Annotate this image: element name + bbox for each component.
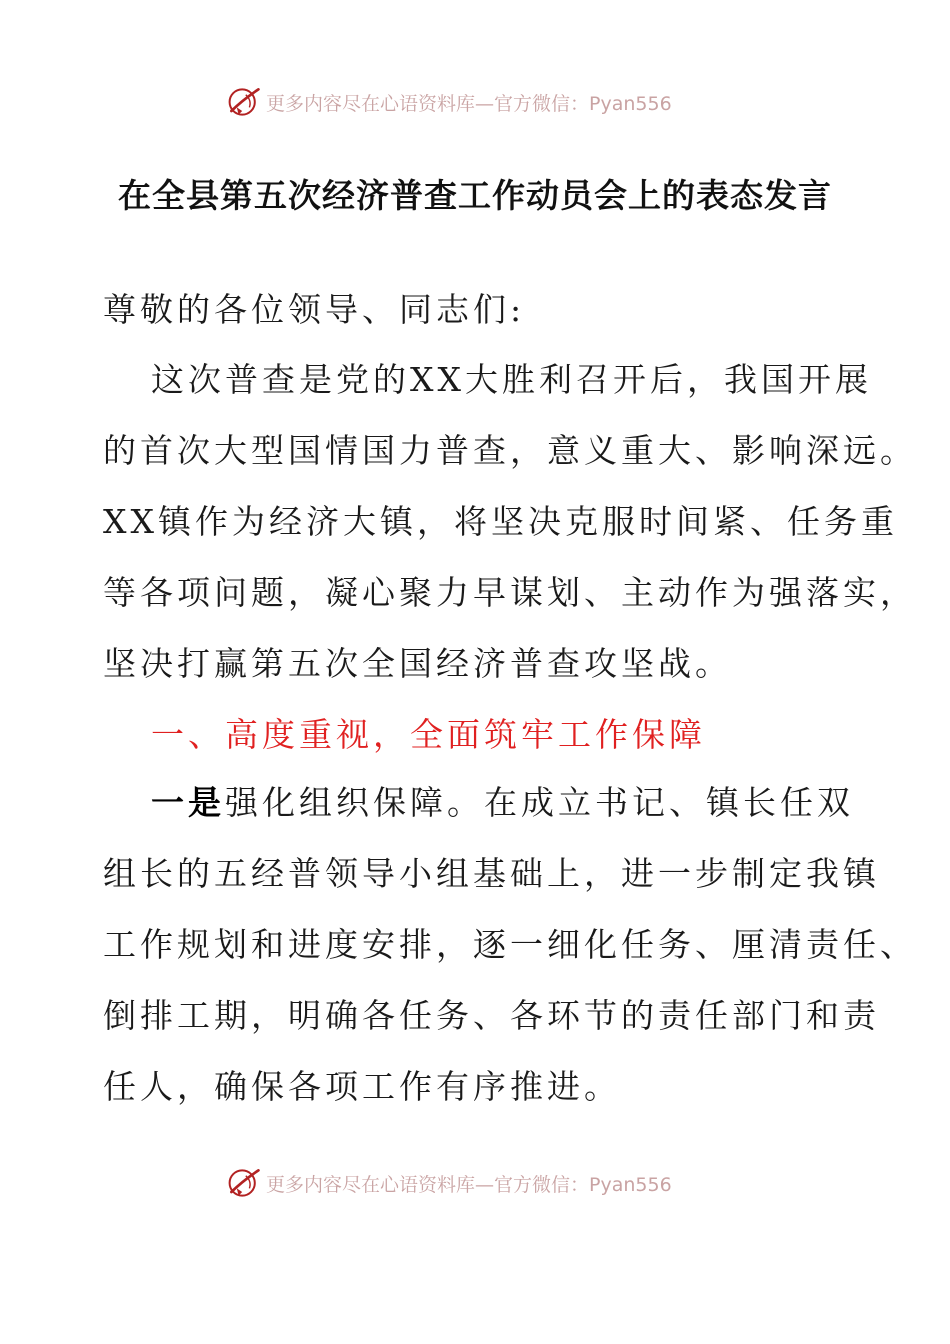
paragraph-line: 任人，确保各项工作有序推进。 (103, 1067, 621, 1106)
paragraph-line: XX镇作为经济大镇，将坚决克服时间紧、任务重 (103, 502, 898, 541)
paragraph-line: 倒排工期，明确各任务、各环节的责任部门和责 (103, 996, 880, 1035)
paragraph-line: 坚决打赢第五次全国经济普查攻坚战。 (103, 644, 732, 683)
watermark-text: 更多内容尽在心语资料库—官方微信：Pyan556 (266, 1173, 672, 1196)
watermark-banner-bottom (226, 1163, 672, 1203)
paragraph-line (151, 783, 911, 823)
paragraph-line: 组长的五经普领导小组基础上，进一步制定我镇 (103, 854, 880, 893)
section-heading: 一、高度重视，全面筑牢工作保障 (151, 715, 706, 754)
point-text: 强化组织保障。在成立书记、镇长任双 (225, 783, 854, 822)
pen-logo-icon (226, 84, 262, 120)
watermark-text: 更多内容尽在心语资料库—官方微信：Pyan556 (266, 92, 672, 115)
paragraph-line: 的首次大型国情国力普查，意义重大、影响深远。 (103, 431, 917, 470)
paragraph-line: 等各项问题，凝心聚力早谋划、主动作为强落实， (103, 573, 917, 612)
paragraph-line: 工作规划和进度安排，逐一细化任务、厘清责任、 (103, 925, 917, 964)
point-lead: 一是 (151, 783, 225, 822)
document-title: 在全县第五次经济普查工作动员会上的表态发言 (118, 176, 832, 215)
paragraph-line: 这次普查是党的XX大胜利召开后，我国开展 (151, 360, 872, 399)
pen-logo-icon (226, 1165, 262, 1201)
salutation: 尊敬的各位领导、同志们: (103, 290, 526, 329)
watermark-banner-top (226, 82, 672, 122)
